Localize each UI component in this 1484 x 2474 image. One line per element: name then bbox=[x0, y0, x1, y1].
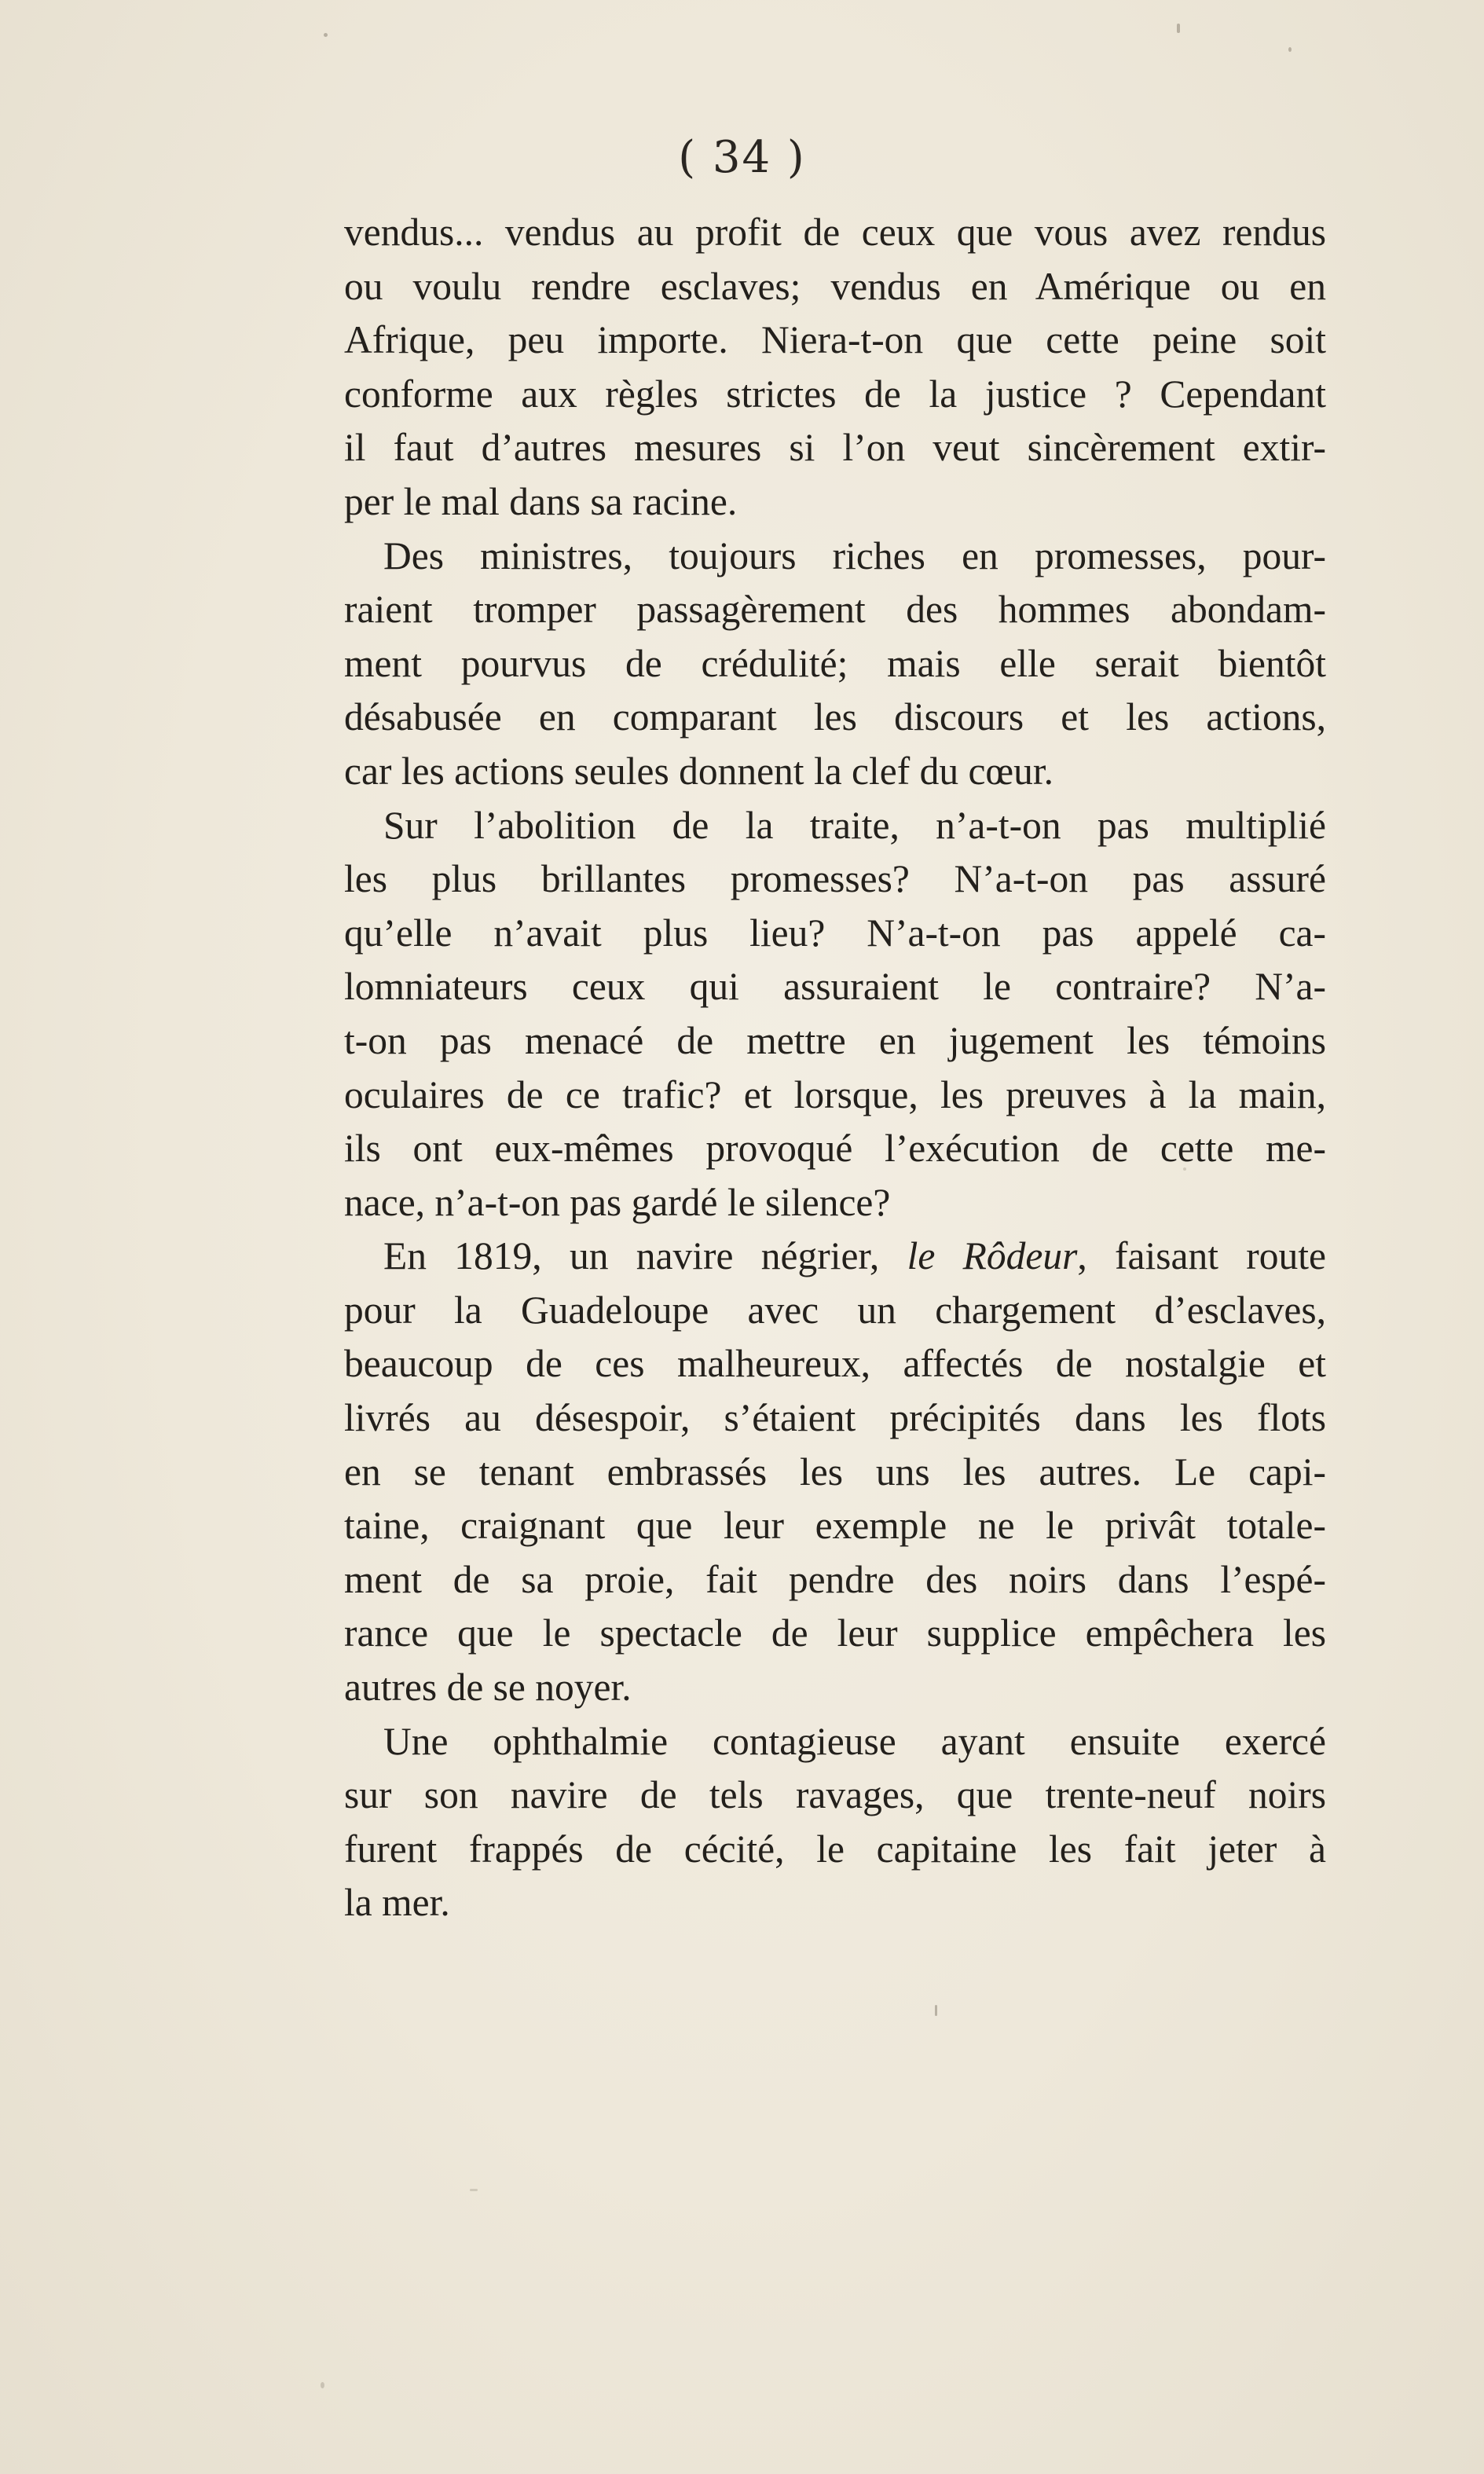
paper-speck bbox=[321, 2382, 324, 2388]
paper-speck bbox=[1183, 1167, 1186, 1171]
text-line: ou voulu rendre esclaves; vendus en Amérique ou en bbox=[344, 264, 1326, 308]
text-line: les plus brillantes promesses? N’a-t-on pas assuré bbox=[344, 857, 1326, 901]
paper-speck bbox=[470, 2189, 478, 2191]
text-line: ment pourvus de crédulité; mais elle serait bientôt bbox=[344, 641, 1326, 685]
text-line: Une ophthalmie contagieuse ayant ensuite exercé bbox=[383, 1719, 1326, 1763]
text-line: autres de se noyer. bbox=[344, 1666, 632, 1710]
text-line: vendus... vendus au profit de ceux que vous avez rendus bbox=[344, 211, 1326, 254]
text-line: en se tenant embrassés les uns les autres. Le capi- bbox=[344, 1450, 1326, 1494]
text-line: furent frappés de cécité, le capitaine les fait jeter à bbox=[344, 1827, 1326, 1871]
text-line: Afrique, peu importe. Niera-t-on que cette peine soit bbox=[344, 318, 1326, 362]
text-line: ils ont eux-mêmes provoqué l’exécution de cette me- bbox=[344, 1127, 1326, 1171]
text-line: beaucoup de ces malheureux, affectés de nostalgie et bbox=[344, 1342, 1326, 1386]
text-line: ment de sa proie, fait pendre des noirs dans l’espé- bbox=[344, 1557, 1326, 1601]
text-line: car les actions seules donnent la clef du cœur. bbox=[344, 749, 1054, 793]
text-line: nace, n’a-t-on pas gardé le silence? bbox=[344, 1180, 891, 1224]
text-line: désabusée en comparant les discours et les actions, bbox=[344, 695, 1326, 739]
text-line: oculaires de ce trafic? et lorsque, les preuves à la main, bbox=[344, 1072, 1326, 1116]
text-line: Sur l’abolition de la traite, n’a-t-on pas multiplié bbox=[383, 803, 1326, 847]
page-number: ( 34 ) bbox=[678, 132, 806, 183]
paper-speck bbox=[1177, 24, 1180, 33]
text-line: pour la Guadeloupe avec un chargement d’esclaves, bbox=[344, 1288, 1326, 1332]
text-line: lomniateurs ceux qui assuraient le contraire? N’a- bbox=[344, 965, 1326, 1009]
text-line: qu’elle n’avait plus lieu? N’a-t-on pas appelé ca- bbox=[344, 911, 1326, 955]
paper-speck bbox=[935, 2005, 937, 2016]
text-run: , faisant route bbox=[1077, 1234, 1326, 1278]
text-line: la mer. bbox=[344, 1881, 450, 1925]
text-run: En 1819, un navire négrier, bbox=[383, 1234, 907, 1278]
text-line: il faut d’autres mesures si l’on veut sincèrement extir- bbox=[344, 426, 1326, 470]
text-line: t-on pas menacé de mettre en jugement les témoins bbox=[344, 1018, 1326, 1062]
text-line: rance que le spectacle de leur supplice empêchera les bbox=[344, 1611, 1326, 1655]
paper-speck bbox=[324, 33, 328, 37]
text-line: conforme aux règles strictes de la justice ? Cependant bbox=[344, 372, 1326, 416]
text-line bbox=[344, 1230, 1326, 1284]
text-line: per le mal dans sa racine. bbox=[344, 479, 738, 523]
text-line: taine, craignant que leur exemple ne le privât totale- bbox=[344, 1504, 1326, 1548]
text-line: sur son navire de tels ravages, que trente-neuf noirs bbox=[344, 1773, 1326, 1817]
text-line: livrés au désespoir, s’étaient précipités dans les flots bbox=[344, 1396, 1326, 1440]
paper-speck bbox=[1288, 47, 1292, 52]
text-line: raient tromper passagèrement des hommes abondam- bbox=[344, 588, 1326, 632]
ship-name: le Rôdeur bbox=[907, 1234, 1078, 1278]
text-line: Des ministres, toujours riches en promesses, pour- bbox=[383, 533, 1326, 577]
body-text bbox=[344, 206, 1326, 1930]
